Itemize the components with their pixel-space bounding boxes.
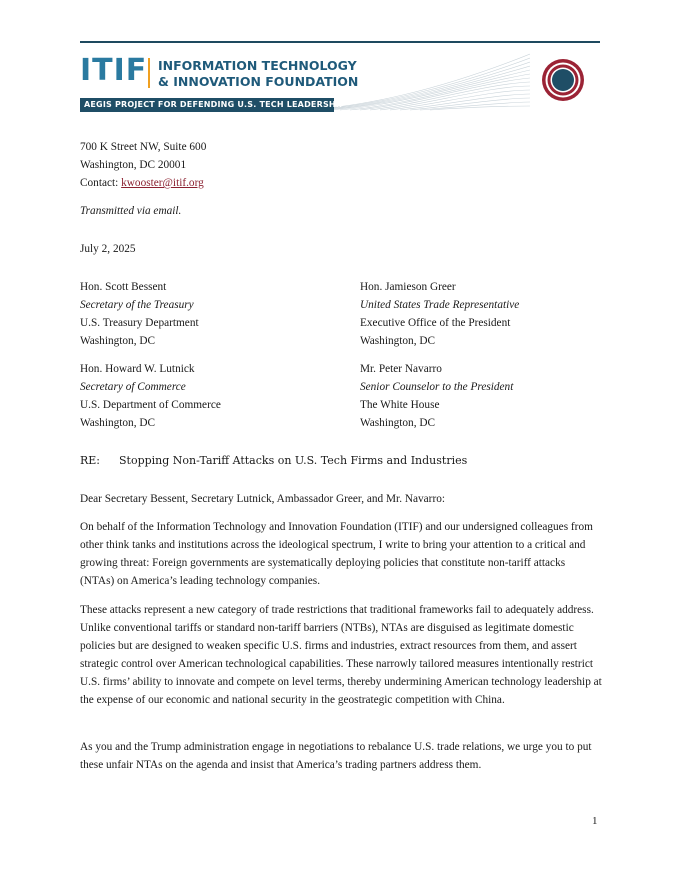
sender-address-line2: Washington, DC 20001	[80, 159, 187, 171]
org-name-line2: & INNOVATION FOUNDATION	[158, 74, 359, 89]
transmission-note: Transmitted via email.	[80, 205, 182, 217]
recipient-org: U.S. Department of Commerce	[80, 399, 221, 411]
contact-email-link[interactable]: kwooster@itif.org	[121, 177, 204, 189]
recipient-org: U.S. Treasury Department	[80, 317, 199, 329]
recipient-org: Executive Office of the President	[360, 317, 511, 329]
body-paragraph: These attacks represent a new category of trade restrictions that traditional frameworks fail to adequately address. Unlike conventional tariffs or standard non-tariff barriers (NTBs), NTAs are disguised as legitimate domestic policies but are designed to weaken specific U.S. firms and industries, extract resources from them, and assert strategic control over American technological capabilities. These narrowly tailored measures intentionally restrict U.S. firms’ ability to innovate and compete on level terms, thereby undermining American technology leadership at the expense of our economic and national security in the geostrategic competition with China.	[80, 604, 602, 706]
logo-divider	[148, 58, 150, 88]
logo-mark: ITIF	[80, 53, 148, 88]
seal-icon	[541, 58, 585, 102]
salutation: Dear Secretary Bessent, Secretary Lutnick, Ambassador Greer, and Mr. Navarro:	[80, 493, 445, 505]
recipient-name: Hon. Howard W. Lutnick	[80, 363, 195, 375]
sender-contact	[80, 174, 204, 192]
sender-address-line1: 700 K Street NW, Suite 600	[80, 141, 207, 153]
recipient-title: Secretary of Commerce	[80, 381, 186, 393]
recipient-title: United States Trade Representative	[360, 299, 520, 311]
recipient-city: Washington, DC	[80, 335, 156, 347]
org-name-line1: INFORMATION TECHNOLOGY	[158, 58, 357, 73]
subject-label: RE:	[80, 454, 101, 467]
recipient-title: Senior Counselor to the President	[360, 381, 514, 393]
recipient-title: Secretary of the Treasury	[80, 299, 194, 311]
contact-label: Contact:	[80, 177, 122, 189]
body-paragraph: As you and the Trump administration engage in negotiations to rebalance U.S. trade relations, we urge you to put these unfair NTAs on the agenda and insist that America’s trading partners address them.	[80, 741, 592, 771]
recipient-name: Mr. Peter Navarro	[360, 363, 442, 375]
recipient-city: Washington, DC	[360, 335, 436, 347]
recipient-name: Hon. Scott Bessent	[80, 281, 167, 293]
subject-text: Stopping Non-Tariff Attacks on U.S. Tech Firms and Industries	[119, 454, 468, 467]
letter-date: July 2, 2025	[80, 243, 136, 255]
body-paragraph: On behalf of the Information Technology and Innovation Foundation (ITIF) and our undersigned colleagues from other think tanks and institutions across the ideological spectrum, I write to bring your attention to a critical and growing threat: Foreign governments are systematically deploying policies that constitute non-tariff attacks (NTAs) on America’s leading technology companies.	[80, 521, 593, 587]
recipient-org: The White House	[360, 399, 440, 411]
recipient-city: Washington, DC	[360, 417, 436, 429]
recipient-city: Washington, DC	[80, 417, 156, 429]
header-rule	[80, 41, 600, 43]
recipient-name: Hon. Jamieson Greer	[360, 281, 456, 293]
project-banner: AEGIS PROJECT FOR DEFENDING U.S. TECH LEADERSHIP	[80, 98, 334, 112]
page-number: 1	[592, 815, 598, 827]
